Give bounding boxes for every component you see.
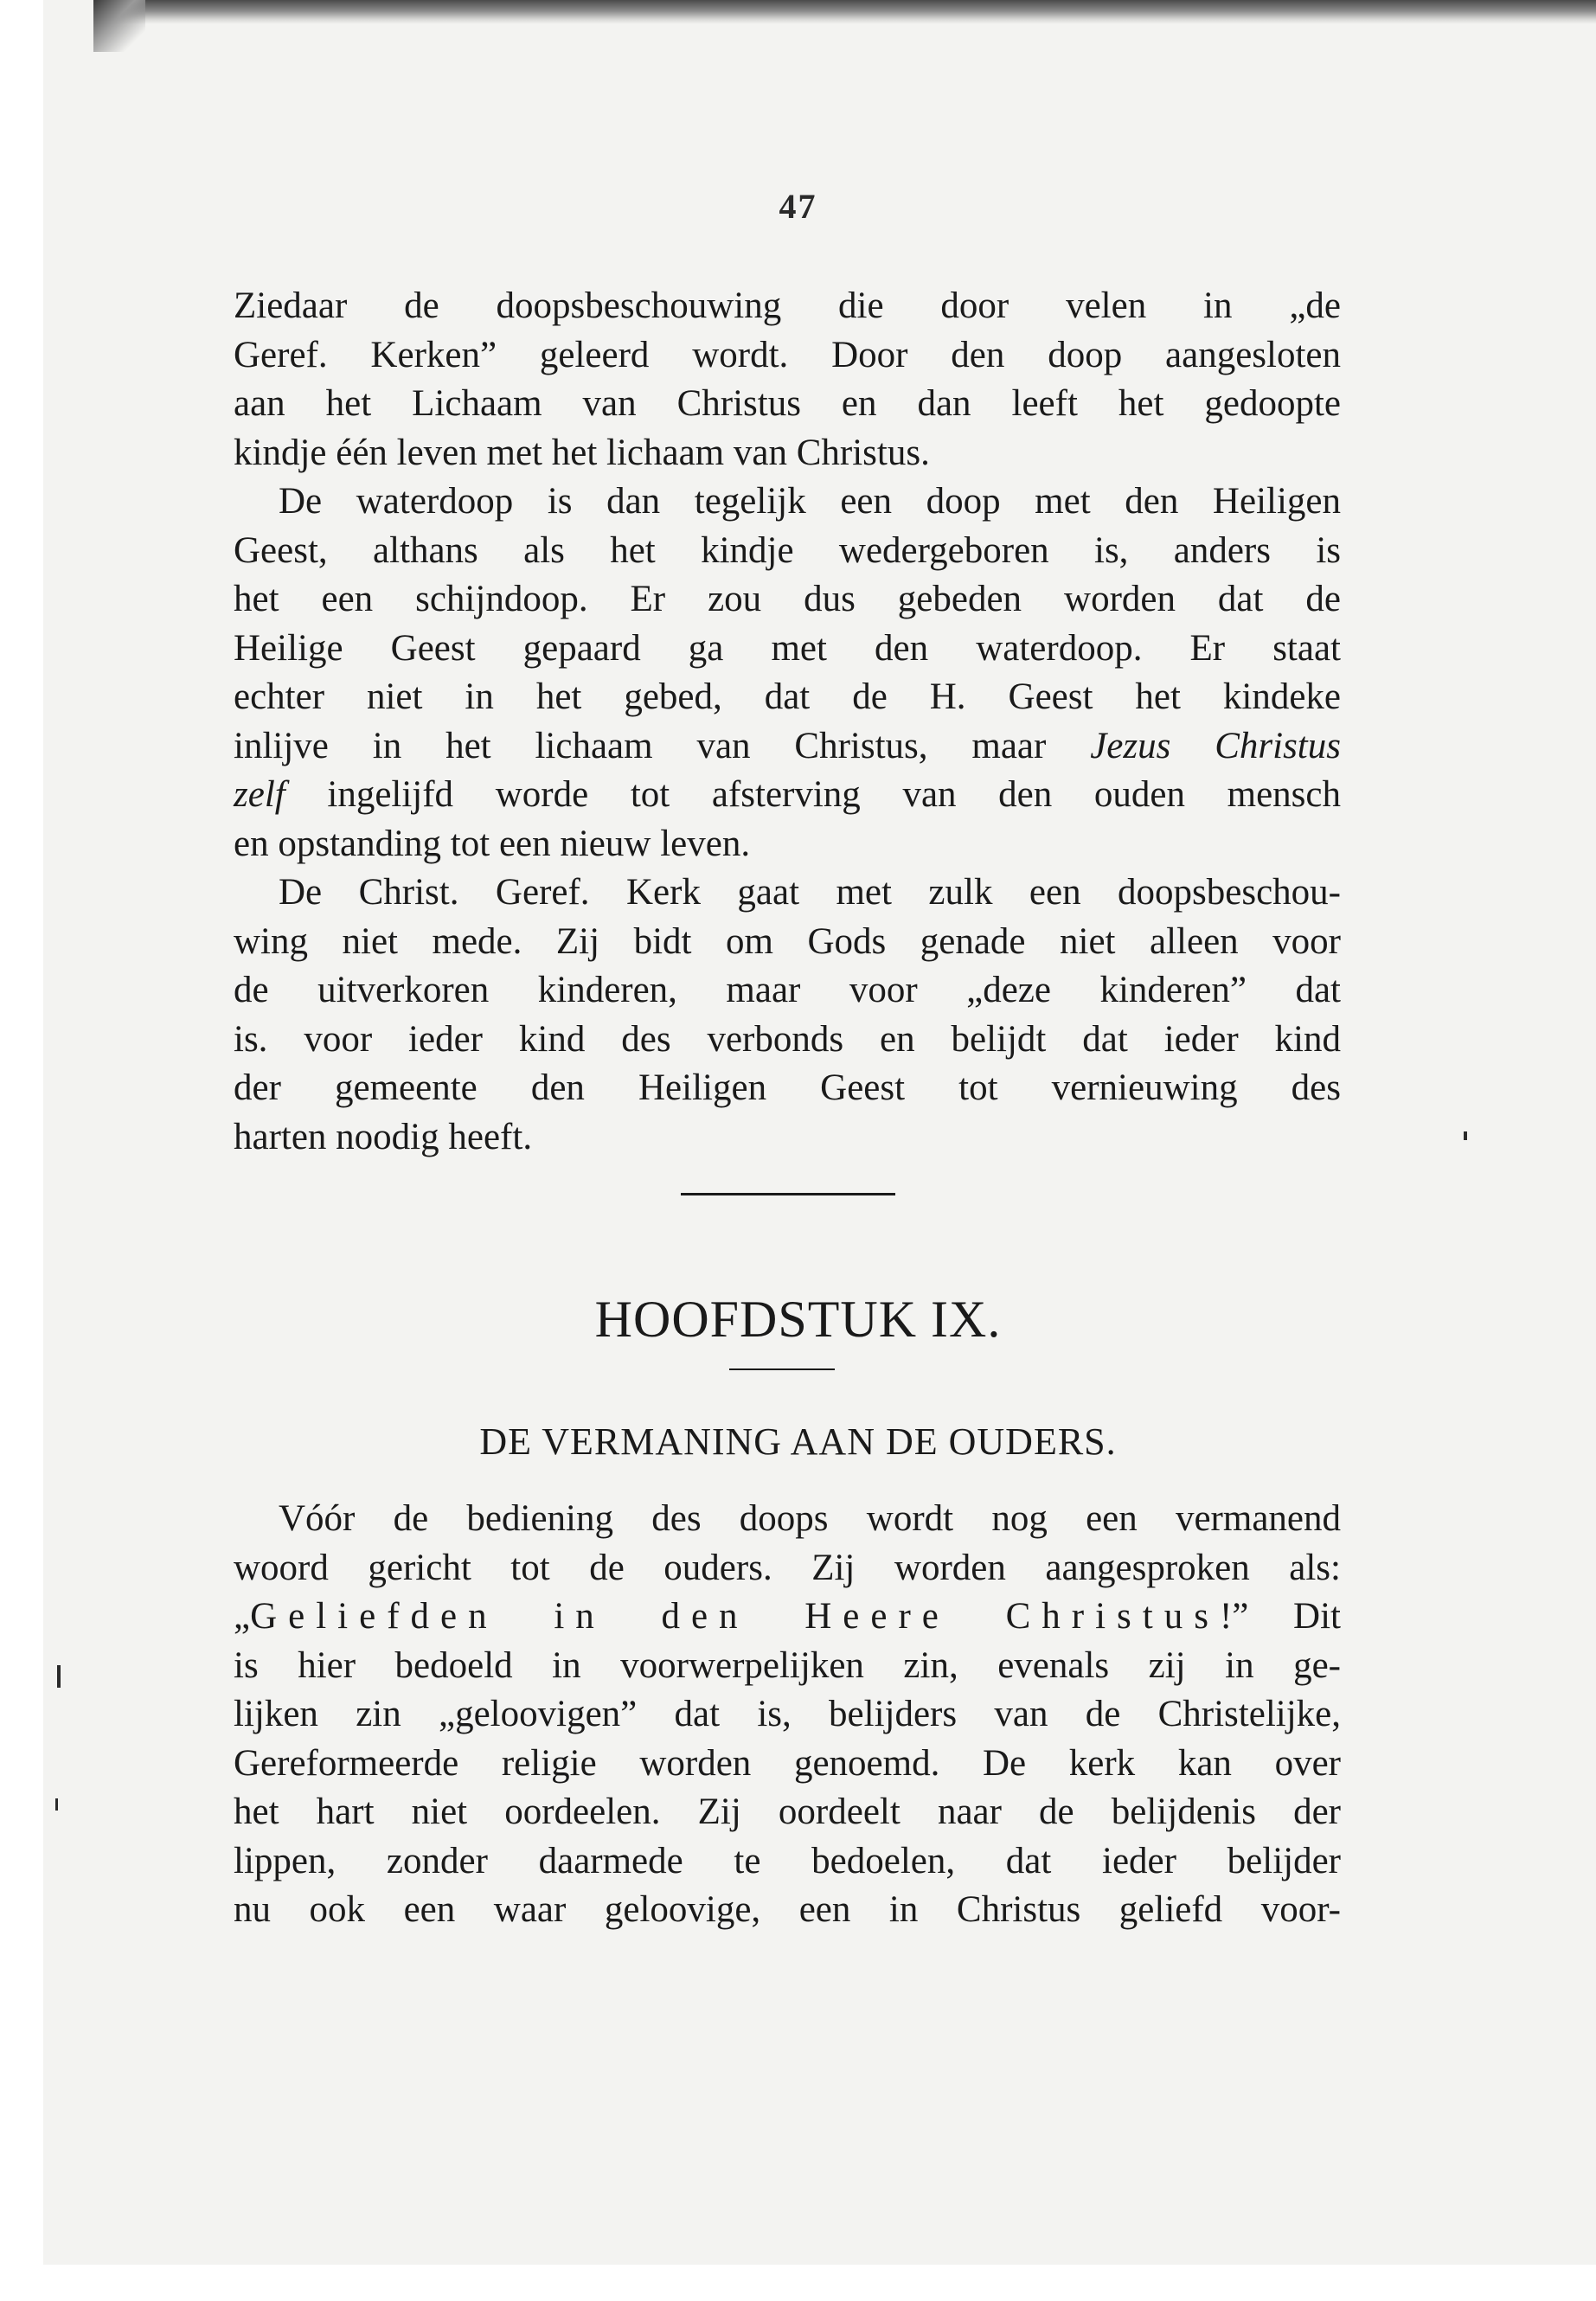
- text-line: Vóór de bediening des doops wordt nog een vermanend: [279, 1498, 1341, 1539]
- text-line: wing niet mede. Zij bidt om Gods genade niet alleen voor: [234, 920, 1341, 962]
- text-run: inlijve in het lichaam van Christus, maar: [234, 725, 1091, 766]
- text-line: Ziedaar de doopsbeschouwing die door velen in „de: [234, 285, 1341, 326]
- spaced-emphasis-text: Geliefden in den Heere Christus: [250, 1596, 1220, 1637]
- text-line: De waterdoop is dan tegelijk een doop met den Heiligen: [279, 481, 1341, 522]
- scan-speck: [57, 1665, 61, 1688]
- scan-shadow-top: [93, 0, 1596, 24]
- text-line: lijken zin „geloovigen” dat is, belijders van de Christelijke,: [234, 1694, 1341, 1734]
- text-line: Gereformeerde religie worden genoemd. De kerk kan over: [234, 1742, 1341, 1784]
- page-number: 47: [779, 187, 817, 226]
- spaced-text-line: [234, 1593, 1341, 1642]
- scan-speck: [55, 1798, 58, 1811]
- emphasis-text: zelf: [234, 774, 285, 815]
- scan-margin: [0, 0, 43, 2301]
- text-line: is. voor ieder kind des verbonds en belijdt dat ieder kind: [234, 1018, 1341, 1060]
- scan-shadow-corner: [93, 0, 145, 52]
- text-line: echter niet in het gebed, dat de H. Geest het kindeke: [234, 676, 1341, 717]
- text-line: nu ook een waar geloovige, een in Christus geliefd voor-: [234, 1889, 1341, 1930]
- text-line: het hart niet oordeelen. Zij oordeelt naar de belijdenis der: [234, 1791, 1341, 1832]
- text-run: „: [234, 1596, 251, 1637]
- text-line: is hier bedoeld in voorwerpelijken zin, evenals zij in ge-: [234, 1644, 1341, 1686]
- paragraph-1: [234, 282, 1341, 478]
- text-line: Geref. Kerken” geleerd wordt. Door den doop aangesloten: [234, 334, 1341, 375]
- text-run: !” Dit: [1219, 1596, 1342, 1637]
- text-line: lippen, zonder daarmede te bedoelen, dat ieder belijder: [234, 1840, 1341, 1881]
- paragraph-3: [234, 868, 1341, 1162]
- text-line: en opstanding tot een nieuw leven.: [234, 823, 751, 864]
- text-line: kindje één leven met het lichaam van Christus.: [234, 432, 930, 473]
- text-line: Heilige Geest gepaard ga met den waterdoop. Er staat: [234, 627, 1341, 669]
- chapter-title: HOOFDSTUK IX.: [594, 1291, 1002, 1348]
- paragraph-4: [234, 1495, 1341, 1935]
- scan-speck: [1464, 1131, 1467, 1140]
- emphasis-text: Jezus Christus: [1090, 725, 1341, 766]
- text-line: De Christ. Geref. Kerk gaat met zulk een doopsbeschou-: [279, 872, 1341, 913]
- text-line: der gemeente den Heiligen Geest tot vernieuwing des: [234, 1067, 1341, 1108]
- text-line: woord gericht tot de ouders. Zij worden aangesproken als:: [234, 1547, 1341, 1588]
- separator-rule: [681, 1193, 895, 1195]
- text-line: aan het Lichaam van Christus en dan leeft het gedoopte: [234, 383, 1341, 424]
- paragraph-2: [234, 478, 1341, 868]
- scan-margin-bottom: [43, 2265, 1596, 2301]
- heading-rule: [729, 1368, 835, 1370]
- section-title: DE VERMANING AAN DE OUDERS.: [479, 1420, 1117, 1463]
- text-line: Geest, althans als het kindje wedergeboren is, anders is: [234, 529, 1341, 571]
- text-line-with-emphasis: [234, 771, 1341, 820]
- text-run: ingelijfd worde tot afsterving van den ouden mensch: [285, 774, 1341, 815]
- text-line: harten noodig heeft.: [234, 1116, 533, 1157]
- text-line: de uitverkoren kinderen, maar voor „deze kinderen” dat: [234, 970, 1341, 1010]
- text-line-with-emphasis: [234, 722, 1341, 772]
- text-line: het een schijndoop. Er zou dus gebeden worden dat de: [234, 579, 1341, 619]
